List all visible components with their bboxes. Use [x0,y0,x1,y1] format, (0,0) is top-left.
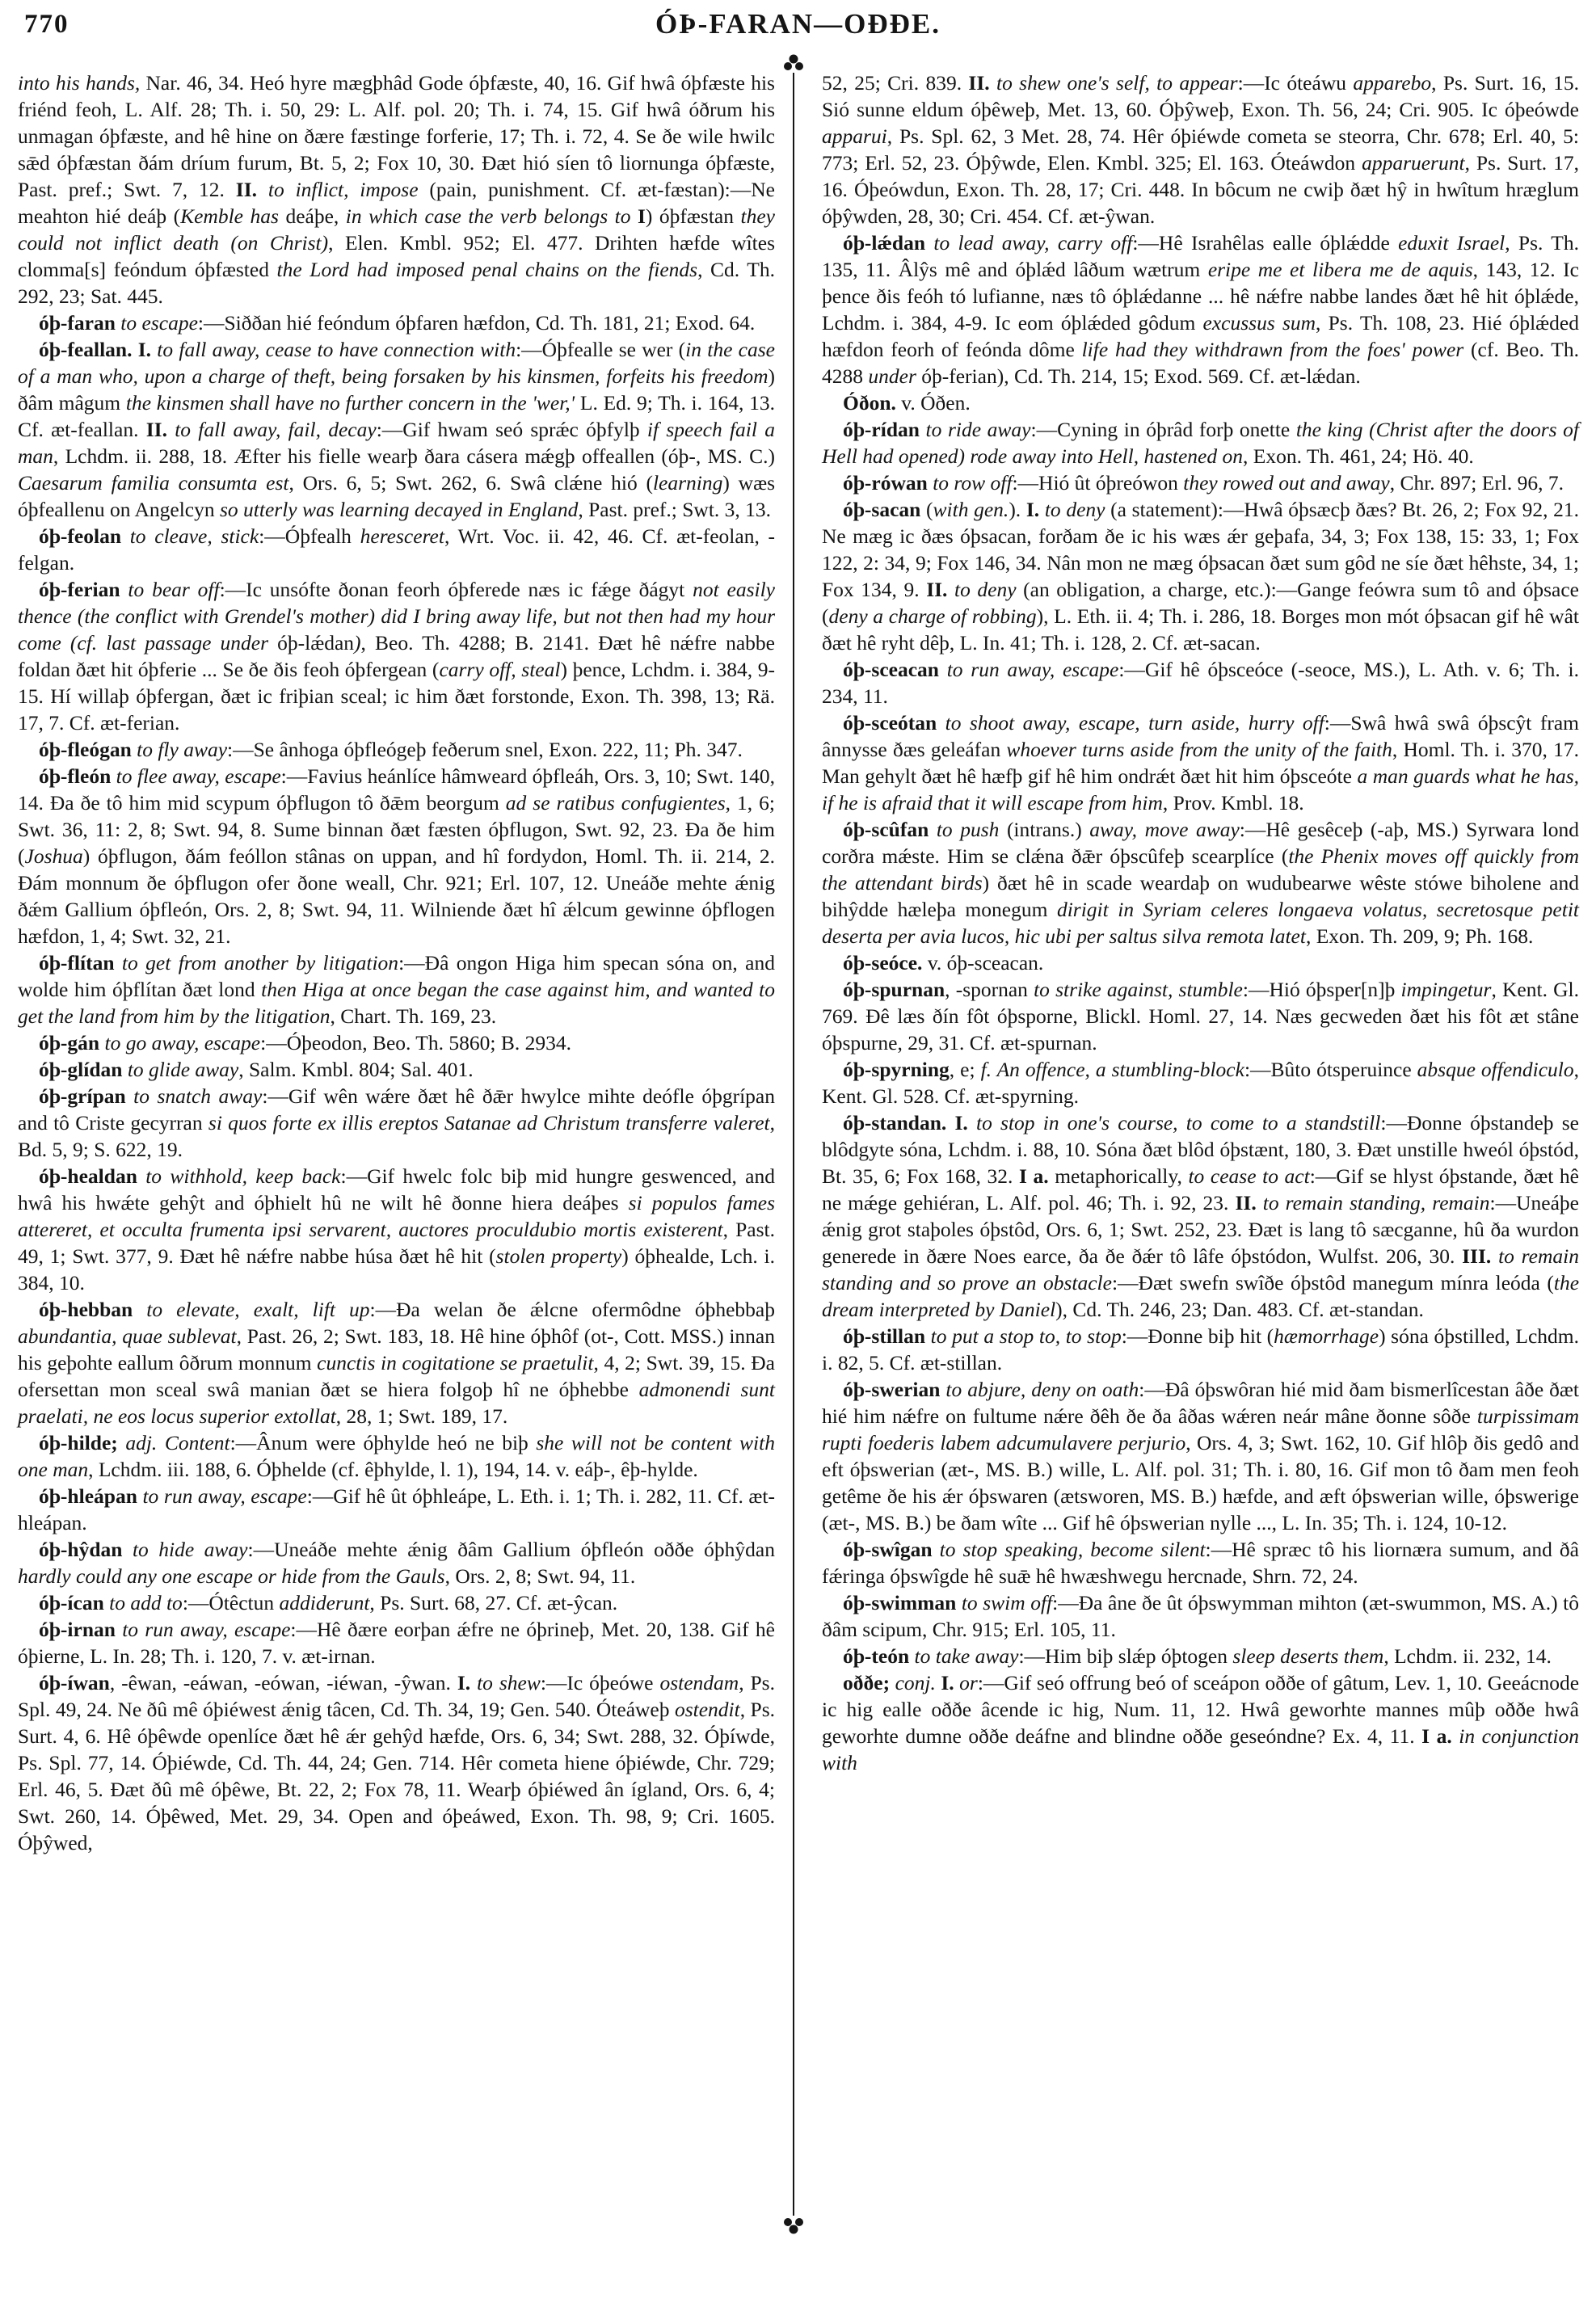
dictionary-entry [18,1616,775,1669]
dictionary-entry [18,69,775,309]
text-segment: to cleave, stick [129,524,259,548]
text-segment: :—Gif se hlyst óþstande, ðæt hê ne mǽge gehiéran, L. Alf. pol. 46; Th. i. 92, 23. [822,1164,1579,1214]
headword: óþ-gán [39,1031,105,1054]
headword: óþ-íwan [39,1671,110,1694]
text-segment: deáþe, [285,204,346,228]
text-segment: :—Gif hwam seó sprǽc óþfylþ [376,418,647,441]
text-segment: ) sóna óþstilled, Lchdm. i. 82, 5. Cf. æt-stillan. [822,1324,1580,1374]
text-segment: impingetur [1400,978,1492,1001]
text-segment: , Kent. Gl. 769. Ðê læs ðín fôt óþsporne, Blickl. Homl. 27, 14. Næs gecweden ðæt his fôt æt stâne óþspurne, 29, 31. Cf. æt-spurnan. [822,978,1579,1054]
text-segment: ) þence, Lchdm. i. 384, 9-15. Hí willaþ óþfergan, ðæt ic friþian sceal; ic him ðæt forstonde, Exon. Th. 398, 13; Rä. 17, 7. Cf. æt-ferian. [18,658,775,735]
text-segment: in the case of a man who, upon a charge of theft, being forsaken by his kinsmen, forfeits his freedom [18,338,775,388]
text-segment: si quos forte ex illis ereptos Satanae ad Christum transferre valeret [208,1111,770,1134]
dictionary-entry [18,949,775,1029]
text-segment: the kinsmen shall have no further concern in the 'wer,' [125,391,580,415]
text-segment: :—Cyning in óþrâd forþ onette [1030,418,1296,441]
text-segment: , -êwan, -eáwan, -eówan, -iéwan, -ŷwan. [109,1671,457,1694]
dictionary-entry [18,736,775,763]
dictionary-entry [822,1056,1579,1109]
text-segment: whoever turns aside from the unity of the faith [1006,738,1392,761]
text-columns [18,69,1579,1856]
text-segment: they rowed out and away [1183,471,1390,495]
text-segment: :—Ðâ ongon Higa him specan sóna on, and wolde him óþflítan ðæt lond [18,951,775,1001]
headword: óþ-rówan [843,471,933,495]
text-segment: not easily thence (the conflict with Grendel's mother) did I bring away life, but not then had my hour come (cf. last passage under [18,578,775,655]
dictionary-entry [18,576,775,736]
text-segment: to get from another by litigation [121,951,399,974]
text-segment: :—Hió ût óþreówon [1012,471,1184,495]
text-segment: to fall away, fail, decay [175,418,377,441]
text-segment: to row off [933,471,1013,495]
text-segment: life had they withdrawn from the foes' power [1081,338,1472,361]
text-segment: , 1, 6; Swt. 36, 11: 2, 8; Swt. 94, 8. Sume binnan ðæt fæsten óþflugon, Swt. 92, 23. Ða ðe him ( [18,791,775,868]
text-segment: Nar. 46, 34. Heó hyre mægþhâd Gode óþfæste, 40, 16. Gif hwâ óþfæste his friénd feoh, L. Alf. 28; Th. i. 50, 29: L. Alf. pol. 20; Th. i. 74, 15. Gif hwâ óðrum his unmagan óþfæste, and hê hine on ðære fæstinge forferie, 17; Th. i. 72, 4. Se ðe wile hwilc sǣd óþfæstan ðám dríum furum, Bt. 5, 2; Fox 10, 30. Ðæt hió síen tô liornunga óþfæste, Past. pref.; Swt. 7, 12. [18,71,775,201]
text-segment: excussus sum [1202,311,1316,335]
dictionary-entry [822,976,1579,1056]
text-segment: to escape [120,311,198,335]
text-segment: :—Hê spræc tô his liornæra sumum, and ðâ fǽringa óþswîgde hê suǣ hê hwæshwegu hercnade, Shrn. 72, 24. [822,1538,1579,1588]
text-segment: , -spornan [945,978,1034,1001]
text-segment: dirigit in Syriam celeres longaeva volatus, secretosque petit deserta per avia lucos, hic ubi per saltus silva remota latet [822,898,1579,948]
text-segment: ) [354,631,361,655]
text-segment: to fly away [137,738,228,761]
text-segment: with gen. [933,498,1009,521]
text-segment: ) wæs óþfeallenu on Angelcyn [18,471,775,521]
dictionary-entry [18,1163,775,1296]
text-segment: , Lchdm. iii. 188, 6. Óþhelde (cf. êþhylde, l. 1), 194, 14. v. eáþ-, êþ-hylde. [88,1458,698,1481]
text-segment: to glide away [127,1058,239,1081]
text-segment: si populos fames attereret, et occulta frumenta ipsi servarent, auctores proculdubio mortis existerent [18,1191,776,1241]
text-segment: :—Siððan hié feóndum óþfaren hæfdon, Cd. Th. 181, 21; Exod. 64. [197,311,756,335]
text-segment: Caesarum familia consumta est [18,471,289,495]
text-segment: :—Favius heánlíce hâmweard óþfleáh, Ors. 3, 10; Swt. 140, 14. Ða ðe tô him mid scypum óþflugon tô ðǣm beorgum [18,764,776,815]
dictionary-entry [822,656,1579,709]
text-segment: :—Him biþ slǽp óþtogen [1018,1644,1233,1668]
text-segment: to remain standing, remain [1262,1191,1490,1214]
text-segment: eduxit Israel [1398,231,1505,255]
headword: óþ-rídan [843,418,926,441]
text-segment: heresceret [360,524,444,548]
headword: I a. [1421,1724,1459,1748]
headword: óþ-flítan [39,951,122,974]
text-segment: ) óþflugon, ðám feóllon stânas on uppan, and hî fordydon, Homl. Th. ii. 214, 2. Ðám monnum ðe óþflugon ofer ðone weall, Chr. 921; Erl. 107, 12. Uneáðe mehte ǽnig ðǽm Gallium óþfleón, Ors. 2, 8; Swt. 94, 11. Wilniende ðæt hî ǽlcum gewinne óþflogen hæfdon, 1, 4; Swt. 32, 21. [18,844,775,948]
text-segment: or [959,1671,978,1694]
dictionary-entry [18,1536,775,1589]
text-segment: :—Ânum were óþhylde heó ne biþ [230,1431,537,1454]
text-segment: cunctis in cogitatione se praetulit [317,1351,594,1374]
text-segment: to run away, escape [142,1484,307,1508]
headword: óþ-fleógan [39,738,137,761]
text-segment: :—Ótêctun [182,1591,280,1614]
text-segment: a man guards what he has, if he is afraid that it will escape from him [822,764,1580,815]
text-segment: abundantia, quae sublevat [18,1324,237,1348]
text-segment: to abjure, deny on oath [945,1378,1139,1401]
headword: óþ-spurnan [843,978,945,1001]
text-segment: if speech fail a man [18,418,775,468]
text-segment: , Ps. Surt. 68, 27. Cf. æt-ŷcan. [369,1591,618,1614]
dictionary-entry [822,709,1579,816]
text-segment: , Salm. Kmbl. 804; Sal. 401. [238,1058,474,1081]
text-segment: , 4, 2; Swt. 39, 15. Ða ofersettan mon sceal swâ manian ðæt se hiera folgoþ hî ne óþhebbe [18,1351,775,1401]
text-segment: , Beo. Th. 4288; B. 2141. Ðæt hê nǽfre nabbe foldan ðæt hit óþferie ... Se ðe ðis feoh óþfergean ( [18,631,775,681]
headword: óþ-ícan [39,1591,110,1614]
text-segment: to stop speaking, become silent [939,1538,1206,1561]
text-segment: apparebo [1353,71,1432,95]
text-segment: deny a charge of robbing [828,604,1037,628]
text-segment: to flee away, escape [116,764,281,788]
text-segment: the Phenix moves off quickly from the attendant birds [822,844,1579,895]
dictionary-entry [822,389,1579,416]
page-title: ÓÞ-FARAN—OÐÐE. [655,8,941,40]
text-segment: :—Ða âne ðe ût óþswymman mihton (æt-swummon, MS. A.) tô ðâm scipum, Chr. 915; Erl. 105, 11. [822,1591,1580,1641]
headword: óþ-seóce. [843,951,928,974]
text-segment: to take away [914,1644,1019,1668]
text-segment: admonendi sunt praelati, ne eos locus superior extollat [18,1378,775,1428]
dictionary-entry [822,1669,1579,1776]
text-segment: adj. Content [125,1431,230,1454]
headword: óþ-hleápan [39,1484,143,1508]
text-segment: to hide away [132,1538,248,1561]
text-segment: to bear off [128,578,220,601]
text-segment: the king (Christ after the doors of Hell had opened) rode away into Hell, hastened on [822,418,1579,468]
dictionary-entry [18,336,775,523]
page-number: 770 [24,10,69,39]
headword: óþ-standan. I. [843,1111,976,1134]
dictionary-entry [18,1296,775,1429]
text-segment: :—Hió óþsper[n]þ [1242,978,1401,1001]
text-segment: , Ps. Spl. 49, 24. Ne ðû mê óþiéwest ǽnig tâcen, Cd. Th. 34, 19; Gen. 540. Óteáweþ [18,1671,775,1721]
dictionary-entry [18,1083,775,1163]
text-segment: metaphorically, [1055,1164,1189,1188]
text-segment: :—Gif hê óþsceóce (-seoce, MS.), L. Ath. v. 6; Th. i. 234, 11. [822,658,1579,708]
text-segment: , Elen. Kmbl. 952; El. 477. Drihten hæfde wîtes clomma[s] feóndum óþfæsted [18,231,775,281]
text-segment: to deny [954,578,1024,601]
headword: Óðon. [843,391,902,415]
dictionary-entry [822,496,1579,656]
headword: óþ-swerian [843,1378,946,1401]
text-segment: (a statement):—Hwâ óþsæcþ ðæs? Bt. 26, 2; Fox 92, 21. Ne mæg ic ðæs óþsacan, forðam ðe ic his wæs ǽr geþafa, 34, 3; Fox 138, 15: 33, 1; Fox 122, 2: 34, 9; Fox 146, 34. Nân mon ne mæg óþsacan ðæt sum gôd ne síe ðæt hêhste, 34, 1; Fox 134, 9. [822,498,1579,601]
text-segment: , e; [949,1058,981,1081]
dictionary-entry [822,1589,1579,1643]
text-segment: ) ðâm mâgum [18,364,775,415]
text-segment: , Exon. Th. 209, 9; Ph. 168. [1305,924,1534,948]
text-segment: to cease to act [1188,1164,1310,1188]
text-segment: to strike against, stumble [1034,978,1243,1001]
text-segment: to push [936,818,1007,841]
text-segment: to shew one's self, to appear [996,71,1238,95]
text-segment: under [868,364,922,388]
text-segment: :—Óþfealle se wer ( [516,338,686,361]
headword: óþ-swîgan [843,1538,940,1561]
text-segment: to inflict, impose [267,178,430,201]
text-segment: , Ps. Th. 108, 23. Hié óþlǽded hæfdon feorh of feónda dôme [822,311,1580,361]
text-segment: ) ðæt hê in scade weardaþ on wudubearwe wêste stówe biholene and bihŷdde hæleþa monegum [822,871,1579,921]
text-segment: stolen property [495,1244,622,1268]
headword: óþ-feallan. I. [39,338,158,361]
headword: II. [145,418,175,441]
text-segment: she will not be content with one man [18,1431,775,1481]
text-segment: the Lord had imposed penal chains on the fiends [276,258,698,281]
text-segment: ), L. Eth. ii. 4; Th. i. 286, 18. Borges mon mót óþsacan gif hê wât ðæt hê ryht dêþ, L. In. 41; Th. i. 128, 2. Cf. æt-sacan. [822,604,1579,655]
text-segment: (an obligation, a charge, etc.):—Gange feówra sum tô and óþsace ( [822,578,1579,628]
text-segment: hardly could any one escape or hide from the Gauls [18,1564,445,1588]
dictionary-entry [822,949,1579,976]
text-segment: to swim off [961,1591,1053,1614]
dictionary-entry [18,1669,775,1856]
text-segment: to run away, escape [122,1618,291,1641]
headword: óþ-feolan [39,524,130,548]
text-segment: , Chr. 897; Erl. 96, 7. [1389,471,1564,495]
text-segment: , Past. 49, 1; Swt. 377, 9. Ðæt hê nǽfre nabbe húsa ðæt hê hit ( [18,1218,775,1268]
headword: I. [457,1671,478,1694]
text-segment: , Exon. Th. 461, 24; Hö. 40. [1243,444,1474,468]
text-segment: v. óþ-sceacan. [927,951,1044,974]
dictionary-entry [822,1643,1579,1669]
text-segment: so utterly was learning decayed in England [219,498,579,521]
dictionary-entry [822,1323,1579,1376]
headword: II. [1235,1191,1263,1214]
headword: óþ-hebban [39,1298,147,1321]
dictionary-entry [18,763,775,949]
text-segment: :—Ðonne biþ hit ( [1121,1324,1274,1348]
text-segment: carry off, steal [439,658,561,681]
headword: óþ-swimman [843,1591,962,1614]
text-segment: ostendit [674,1698,740,1721]
text-segment: , Ors. 4, 3; Swt. 162, 10. Gif hlôþ ðis gedô and eft óþswerian (æt-, MS. B.) wille, L. Alf. pol. 31; Th. i. 80, 16. Gif mon tô ðam men feoh getême ðe his ǽr óþswaren (ætsworen, MS. B.) hæfde, and æft óþswerian wille, óþswerige (æt-, MS. B.) be ðam wîte ... Gif hê óþswerian nylle ..., L. In. 35; Th. i. 124, 10-12. [822,1431,1579,1534]
text-segment: ) óþhealde, Lch. i. 384, 10. [18,1244,775,1294]
text-segment: to add to [109,1591,183,1614]
text-segment: addiderunt [279,1591,370,1614]
text-segment: to ride away [925,418,1031,441]
dictionary-entry [822,1536,1579,1589]
text-segment: learning [652,471,723,495]
headword: óþ-lǽdan [843,231,934,255]
headword: óþ-sceacan [843,658,947,681]
dictionary-entry [18,1429,775,1483]
dictionary-entry [18,1483,775,1536]
text-segment: away, move away [1089,818,1240,841]
text-segment: in which case the verb belongs to [345,204,638,228]
text-segment: ). [1009,498,1026,521]
dictionary-entry [18,1589,775,1616]
text-segment: , Ps. Surt. 4, 6. Hê óþêwde openlíce ðæt hê ǽr gehŷd hæfde, Ors. 6, 34; Swt. 288, 32. Óþíwde, Ps. Spl. 77, 14. Óþiéwde, Cd. Th. 44, 24; Gen. 714. Hêr cometa hiene óþiéwde, Chr. 729; Erl. 46, 5. Ðæt ðû mê óþêwe, Bt. 22, 2; Fox 78, 11. Wearþ óþiéwed ân ígland, Ors. 6, 4; Swt. 260, 14. Óþêwed, Met. 29, 34. Open and óþeáwed, Exon. Th. 98, 9; Cri. 1605. Óþŷwed, [18,1698,776,1854]
dictionary-entry [822,469,1579,496]
text-segment: into his hands, [18,71,146,95]
text-segment: :—Ða welan ðe ǽlcne ofermôdne óþhebbaþ [369,1298,775,1321]
text-segment: , Homl. Th. i. 370, 17. Man gehylt ðæt hê hæfþ gif hê him ondrǽt ðæt hit him óþsceóte [822,738,1579,788]
dictionary-entry [822,416,1579,469]
headword: óþ-sceótan [843,711,945,735]
text-segment: to snatch away [133,1084,263,1108]
dictionary-entry [822,1376,1579,1536]
text-segment: , Wrt. Voc. ii. 42, 46. Cf. æt-feolan, -felgan. [18,524,776,575]
text-segment: Joshua [24,844,83,868]
headword: óþ-faran [39,311,121,335]
left-column [18,69,775,1856]
dictionary-entry [822,1109,1579,1323]
text-segment: :—Ic óteáwu [1237,71,1354,95]
text-segment: óþ-ferian), Cd. Th. 214, 15; Exod. 569. Cf. æt-lǽdan. [921,364,1361,388]
text-segment: (pain, punishment. Cf. æt-fæstan):—Ne meahton hié deáþ ( [18,178,775,228]
text-segment: :—Ðâ óþswôran hié mid ðam bismerlîcestan âðe ðæt hié him nǽfre on fultume nǽre ðêh ðe ða âðas wǽren neár mâne ðonne sôðe [822,1378,1579,1428]
text-segment: conj. [895,1671,941,1694]
text-segment: :—Gif hê ût óþhleápe, L. Eth. i. 1; Th. i. 282, 11. Cf. æt-hleápan. [18,1484,776,1534]
headword: óþ-fleón [39,764,116,788]
text-segment: to shoot away, escape, turn aside, hurry off [945,711,1324,735]
text-segment: v. Óðen. [901,391,971,415]
text-segment: to put a stop to, to stop [930,1324,1122,1348]
headword: I. [1025,498,1045,521]
text-segment: Kemble has [180,204,286,228]
text-segment: they could not inflict death (on Christ) [18,204,775,255]
text-segment: , Past. 26, 2; Swt. 183, 18. Hê hine óþhôf (ot-, Cott. MSS.) innan his geþohte eallum ôðrum monnum [18,1324,775,1374]
text-segment: L. Ed. 9; Th. i. 164, 13. Cf. æt-feallan. [18,391,775,441]
text-segment: , Chart. Th. 169, 23. [330,1004,497,1028]
text-segment: , Ors. 6, 5; Swt. 262, 6. Swâ clǽne hió ( [288,471,653,495]
headword: óþ-stillan [843,1324,931,1348]
text-segment: ostendam [659,1671,739,1694]
headword: II. [968,71,996,95]
dictionary-entry [18,1029,775,1056]
dictionary-entry [18,523,775,576]
text-segment: to deny [1044,498,1111,521]
text-segment: absque offendiculo [1417,1058,1574,1081]
headword: óþ-hŷdan [39,1538,133,1561]
headword: I. [941,1671,960,1694]
text-segment: , Ors. 2, 8; Swt. 94, 11. [444,1564,636,1588]
text-segment: apparui [822,124,887,148]
text-segment: , Ps. Surt. 16, 15. Sió sunne eldum óþêweþ, Met. 13, 60. Óþŷweþ, Exon. Th. 56, 24; Cri. 905. Ic óþeówde [822,71,1579,121]
text-segment: , Ps. Surt. 17, 16. Óþeówdun, Exon. Th. 28, 17; Cri. 448. In bôcum ne cwiþ ðæt hŷ in hwîtum hræglum óþŷwden, 28, 30; Cri. 454. Cf. æt-ŷwan. [822,151,1579,228]
headword: óþ-ferian [39,578,128,601]
headword: óþ-glídan [39,1058,128,1081]
text-segment: , Prov. Kmbl. 18. [1162,791,1304,815]
headword: I a. [1018,1164,1055,1188]
text-segment: turpissimam rupti foederis labem adcumulavere perjurio [822,1404,1579,1454]
text-segment: in conjunction with [822,1724,1579,1774]
headword: óþ-hilde; [39,1431,126,1454]
text-segment: ), Cd. Th. 246, 23; Dan. 483. Cf. æt-standan. [1055,1298,1424,1321]
text-segment: :—Ðæt swefn swîðe óþstôd manegum mínra leóda ( [1111,1271,1554,1294]
headword: III. [1462,1244,1499,1268]
text-segment: :—Hê Israhêlas ealle óþlǽdde [1132,231,1399,255]
dictionary-entry [822,229,1579,389]
text-segment: f. An offence, a stumbling-block [980,1058,1244,1081]
headword: oððe; [843,1671,895,1694]
right-column [822,69,1579,1856]
text-segment: , 143, 12. Ic þence ðis feóh tó lufianne, næs tô óþlǽdanne ... hê nǽfre nabbe landes ðæt hê hit óþlǽde, Lchdm. i. 384, 4-9. Ic eom óþlǽded gôdum [822,258,1579,335]
text-segment: :—Ic óþeówe [540,1671,660,1694]
text-segment: , Lchdm. ii. 232, 14. [1383,1644,1552,1668]
text-segment: :—Óþfealh [259,524,360,548]
text-segment: (cf. Beo. Th. 4288 [822,338,1579,388]
text-segment: to withhold, keep back [145,1164,341,1188]
text-segment: to run away, escape [946,658,1119,681]
text-segment: hæmorrhage [1274,1324,1379,1348]
trefoil-bottom-icon [782,2216,805,2235]
text-segment: , 28, 1; Swt. 189, 17. [335,1404,508,1428]
text-segment: to shew [477,1671,541,1694]
headword: óþ-spyrning [843,1058,950,1081]
text-segment: :—Swâ hwâ swâ óþscŷt fram ânnysse ðæs geleáfan [822,711,1579,761]
text-segment: , Ps. Th. 135, 11. Âlŷs mê and óþlǽd lâðum wætrum [822,231,1579,281]
text-segment: , Lchdm. ii. 288, 18. Æfter his fielle wearþ ðara cásera mǽgþ offeallen (óþ-, MS. C.) [53,444,775,468]
text-segment: sleep deserts them [1232,1644,1384,1668]
text-segment: :—Óþeodon, Beo. Th. 5860; B. 2934. [260,1031,571,1054]
text-segment: , Kent. Gl. 528. Cf. æt-spyrning. [822,1058,1580,1108]
text-segment: :—Hê gesêceþ (-aþ, MS.) Syrwara lond corðra mǽste. Him se clǽna ðǣr óþscûfeþ scearplíce ( [822,818,1579,868]
text-segment: :—Gif hwelc folc biþ mid hungre geswenced, and hwâ his hwǽte gehŷt and óþhielt hû ne wilt hê ðonne hiera deáþes [18,1164,775,1214]
text-segment: to stop in one's course, to come to a standstill [975,1111,1381,1134]
headword: óþ-healdan [39,1164,146,1188]
text-segment: apparuerunt [1362,151,1465,175]
text-segment: :—Hê ðære eorþan ǽfre ne óþrineþ, Met. 20, 138. Gif hê óþierne, L. In. 28; Th. i. 120, 7. v. æt-irnan. [18,1618,775,1668]
dictionary-entry [822,69,1579,229]
text-segment: , Bd. 5, 9; S. 622, 19. [18,1111,775,1161]
text-segment: :—Gif wên wǽre ðæt hê ðǣr hwylce mihte deófle óþgrípan and tô Criste gecyrran [18,1084,775,1134]
text-segment: eripe me et libera me de aquis [1207,258,1473,281]
headword: óþ-irnan [39,1618,123,1641]
text-segment: ad se ratibus confugientes [505,791,726,815]
text-segment: :—Uneáþe ǽnig grot staþoles óþstôd, Ors. 6, 1; Swt. 252, 23. Ðæt is lang tô sæcganne, hû ða wurdon generede in ðære Noes earce, ða ðe ðǽr tô lâfe óþstódon, Wulfst. 206, 30. [822,1191,1579,1268]
text-segment: :—Ic unsófte ðonan feorh óþferede næs ic fǽge ðágyt [219,578,693,601]
headword: óþ-sacan [843,498,927,521]
headword: II. [926,578,954,601]
headword: II. [235,178,268,201]
text-segment: to remain standing and so prove an obstacle [822,1244,1579,1294]
text-segment: :—Bûto ótsperuince [1244,1058,1417,1081]
text-segment: ( [926,498,933,521]
text-segment: to lead away, carry off [933,231,1133,255]
text-segment: óþ-lǽdan [277,631,355,655]
text-segment: then Higa at once began the case against him, and wanted to get the land from him by the litigation [18,978,775,1028]
headword: óþ-grípan [39,1084,134,1108]
text-segment: :—Se ânhoga óþfleógeþ feðerum snel, Exon. 222, 11; Ph. 347. [227,738,743,761]
headword: óþ-scûfan [843,818,937,841]
dictionary-entry [822,816,1579,949]
text-segment: the dream interpreted by Daniel [822,1271,1580,1321]
text-segment: 52, 25; Cri. 839. [822,71,969,95]
text-segment: to fall away, cease to have connection with [157,338,516,361]
text-segment: to elevate, exalt, lift up [146,1298,370,1321]
text-segment: , Cd. Th. 292, 23; Sat. 445. [18,258,775,308]
headword: I [637,204,646,228]
dictionary-entry [18,309,775,336]
dictionary-entry [18,1056,775,1083]
text-segment: , Ps. Spl. 62, 3 Met. 28, 74. Hêr óþiéwde cometa se steorra, Chr. 678; Erl. 40, 5: 773; Erl. 52, 23. Óþŷwde, Elen. Kmbl. 325; El. 163. Óteáwdon [822,124,1579,175]
text-segment: :—Ðonne óþstandeþ se blôdgyte sóna, Lchdm. i. 88, 10. Sóna ðæt blôd óþstænt, 180, 3. Ðæt unstille hweól óþstód, Bt. 35, 6; Fox 168, 32. [822,1111,1579,1188]
text-segment: ) óþfæstan [645,204,741,228]
text-segment: :—Gif seó offrung beó of sceápon oððe of gâtum, Lev. 1, 10. Geeácnode ic hig ealle oððe âcende ic hig, Num. 11, 12. Hwâ geworhte mannes mûþ oððe hwâ geworhte dumne oððe deáfne and blindne oððe geseóndne? Ex. 4, 11. [822,1671,1580,1748]
headword: óþ-teón [843,1644,915,1668]
text-segment: :—Uneáðe mehte ǽnig ðâm Gallium óþfleón oððe óþhŷdan [247,1538,775,1561]
text-segment: to go away, escape [104,1031,261,1054]
text-segment: (intrans.) [1006,818,1090,841]
text-segment: , Past. pref.; Swt. 3, 13. [578,498,772,521]
